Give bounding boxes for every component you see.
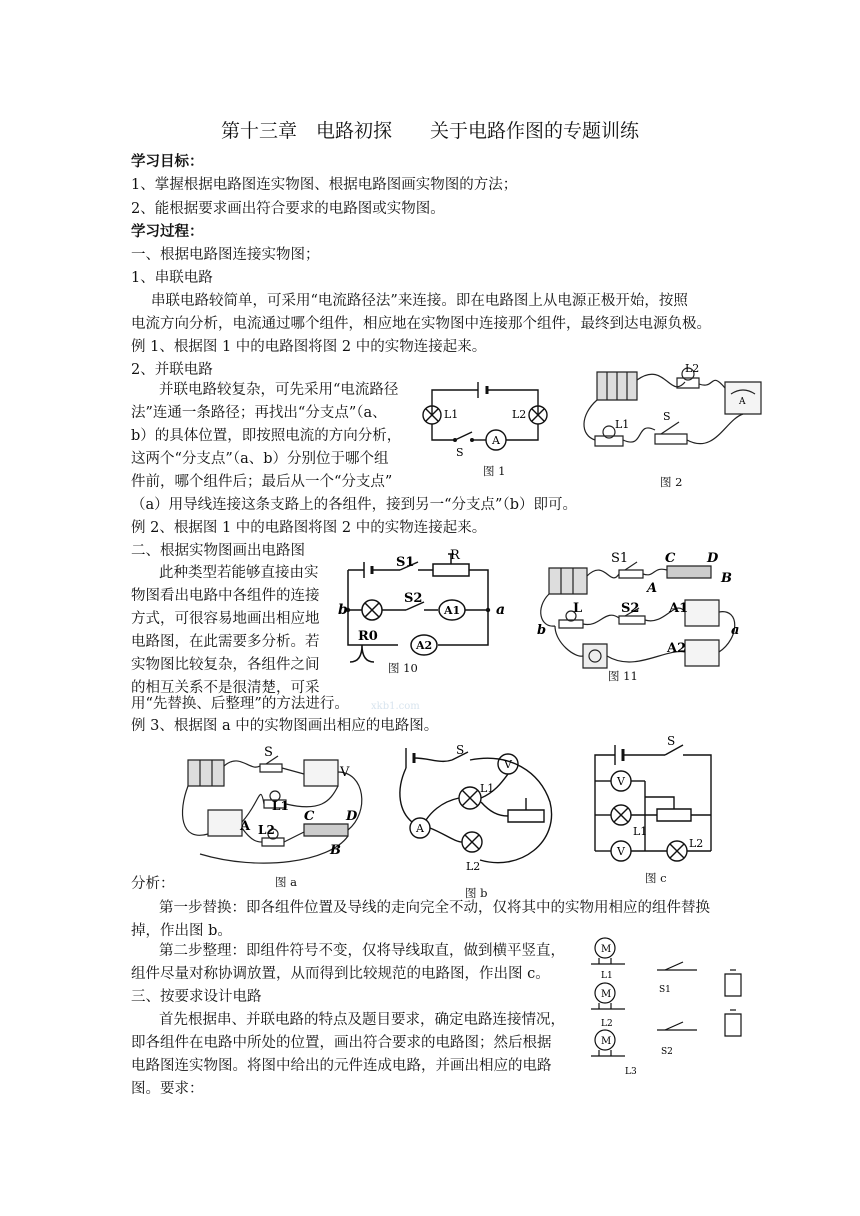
fig10-label-a: a (496, 602, 506, 618)
fig10-label-S2: S2 (404, 591, 423, 606)
figa-label-A: A (240, 819, 251, 834)
figa-label-S: S (264, 745, 273, 760)
figa-label-C: C (304, 809, 315, 824)
section3-line-1: 首先根据串、并联电路的特点及题目要求，确定电路连接情况， (159, 1012, 565, 1028)
bulb-1-M: M (601, 944, 612, 955)
fig11-label-B: B (721, 571, 732, 586)
section2-line-2: 物图看出电路中各组件的连接 (131, 588, 320, 604)
fig11-label-S1: S1 (611, 551, 629, 566)
analysis-label: 分析： (131, 876, 175, 892)
objective-2: 2、能根据要求画出符合要求的电路图或实物图。 (131, 201, 445, 217)
objective-1: 1、掌握根据电路图连实物图、根据电路图画实物图的方法； (131, 177, 518, 193)
figure-11-caption: 图 11 (608, 669, 638, 683)
section2-heading: 二、根据实物图画出电路图 (131, 543, 305, 559)
figa-label-V: V (340, 765, 350, 780)
figb-label-A: A (416, 822, 424, 835)
figure-1-circuit (420, 380, 550, 460)
process-heading: 学习过程： (131, 223, 204, 240)
bulb-2-M: M (601, 989, 612, 1000)
fig2-label-A: A (739, 397, 746, 407)
figure-c-caption: 图 c (645, 871, 667, 885)
parallel-line-2: 法”连通一条路径；再找出“分支点”（a、 (131, 405, 387, 421)
fig10-label-A2: A2 (416, 639, 433, 652)
figure-2-physical (575, 360, 770, 470)
parallel-line-3: b）的具体位置，即按照电流的方向分析， (131, 428, 402, 444)
figure-a-caption: 图 a (275, 875, 298, 889)
bulb-3-M: M (601, 1036, 612, 1047)
section3-heading: 三、按要求设计电路 (131, 989, 262, 1005)
fig10-label-R: R (450, 548, 460, 563)
figure-b-caption: 图 b (465, 886, 488, 900)
fig11-label-L: L (573, 601, 583, 616)
figure-10-caption: 图 10 (388, 661, 418, 675)
step2-line-2: 组件尽量对称协调放置，从而得到比较规范的电路图，作出图 c。 (131, 966, 550, 982)
parallel-line-1: 并联电路较复杂，可先采用“电流路径 (159, 382, 399, 398)
figc-label-V-bottom: V (617, 845, 625, 858)
bulb-label-L1: L1 (601, 971, 613, 981)
parallel-line-5: 件前，哪个组件后；最后从一个“分支点” (131, 474, 393, 490)
example-3: 例 3、根据图 a 中的实物图画出相应的电路图。 (131, 718, 439, 734)
section2-line-1: 此种类型若能够直接由实 (159, 565, 319, 581)
figa-label-L1: L1 (272, 799, 289, 813)
figc-label-L1: L1 (633, 825, 648, 838)
fig2-label-S: S (663, 410, 671, 423)
series-paragraph-1: 串联电路较简单，可采用“电流路径法”来连接。即在电路图上从电源正极开始，按照 (151, 293, 688, 309)
fig10-label-A1: A1 (444, 604, 461, 617)
series-paragraph-2: 电流方向分析，电流通过哪个组件，相应地在实物图中连接那个组件，最终到达电源负极。 (131, 316, 711, 332)
section2-line-7: 用“先替换、后整理”的方法进行。 (131, 696, 349, 712)
parallel-line-4: 这两个“分支点”（a、b）分别位于哪个组 (131, 451, 389, 467)
example-1: 例 1、根据图 1 中的电路图将图 2 中的实物连接起来。 (131, 339, 487, 355)
objectives-heading: 学习目标： (131, 153, 204, 170)
section3-line-2: 即各组件在电路中所处的位置，画出符合要求的电路图；然后根据 (131, 1035, 552, 1051)
figure-2-caption: 图 2 (660, 475, 683, 489)
switch-label-S2: S2 (661, 1047, 673, 1057)
figa-label-L2: L2 (258, 823, 275, 837)
figure-a-physical (180, 742, 370, 872)
figc-label-V-top: V (617, 775, 625, 788)
section2-line-6: 的相互关系不是很清楚，可采 (131, 680, 320, 696)
figure-c-circuit (585, 735, 725, 867)
figc-label-L2: L2 (689, 837, 704, 850)
fig11-label-b: b (537, 623, 547, 638)
section1-heading: 一、根据电路图连接实物图； (131, 247, 320, 263)
section2-line-3: 方式，可很容易地画出相应地 (131, 611, 320, 627)
fig11-label-D: D (707, 551, 719, 566)
fig1-label-L2: L2 (512, 408, 527, 421)
section2-line-5: 实物图比较复杂，各组件之间 (131, 657, 320, 673)
figb-label-L2: L2 (466, 860, 481, 873)
fig11-label-S2: S2 (621, 601, 640, 616)
fig11-label-A2: A2 (667, 641, 687, 656)
fig1-label-A: A (492, 434, 500, 447)
bulb-label-L3: L3 (625, 1067, 637, 1077)
step2-line-1: 第二步整理：即组件符号不变，仅将导线取直，做到横平竖直， (159, 943, 565, 959)
figc-label-S: S (667, 734, 676, 748)
fig2-label-L1: L1 (615, 418, 630, 431)
figure-10-circuit (338, 550, 518, 670)
section3-line-3: 电路图连实物图。将图中给出的元件连成电路，并画出相应的电路 (131, 1058, 552, 1074)
figure-b-circuit (390, 742, 565, 880)
section3-line-4: 图。要求： (131, 1081, 204, 1097)
fig10-label-S1: S1 (396, 555, 415, 570)
fig11-label-C: C (665, 551, 676, 566)
switch-label-S1: S1 (659, 985, 671, 995)
figure-11-physical (535, 548, 745, 678)
step1-line-1: 第一步替换：即各组件位置及导线的走向完全不动，仅将其中的实物用相应的组件替换 (159, 900, 710, 916)
fig11-label-A1: A1 (669, 601, 689, 616)
figb-label-S: S (456, 743, 465, 757)
step1-line-2: 掉，作出图 b。 (131, 923, 232, 939)
watermark: xkb1.com (371, 701, 420, 712)
fig1-label-S: S (456, 446, 464, 459)
parallel-line-6: （a）用导线连接这条支路上的各组件，接到另一“分支点”（b）即可。 (131, 497, 577, 513)
design-components (585, 930, 755, 1085)
section1-sub2: 2、并联电路 (131, 362, 213, 378)
example-2: 例 2、根据图 1 中的电路图将图 2 中的实物连接起来。 (131, 520, 487, 536)
section1-sub1: 1、串联电路 (131, 270, 213, 286)
fig10-label-b: b (338, 602, 348, 618)
fig11-label-a: a (731, 623, 740, 638)
figure-1-caption: 图 1 (483, 464, 506, 478)
fig2-label-L2: L2 (685, 362, 700, 375)
figa-label-D: D (346, 809, 358, 824)
figa-label-B: B (330, 843, 341, 858)
page-title: 第十三章 电路初探 关于电路作图的专题训练 (220, 120, 639, 142)
fig10-label-R0: R0 (358, 629, 378, 644)
section2-line-4: 电路图，在此需要多分析。若 (131, 634, 320, 650)
fig1-label-L1: L1 (444, 408, 459, 421)
bulb-label-L2: L2 (601, 1019, 613, 1029)
figb-label-V: V (504, 758, 512, 771)
fig11-label-A: A (647, 581, 658, 596)
figb-label-L1: L1 (480, 782, 495, 795)
